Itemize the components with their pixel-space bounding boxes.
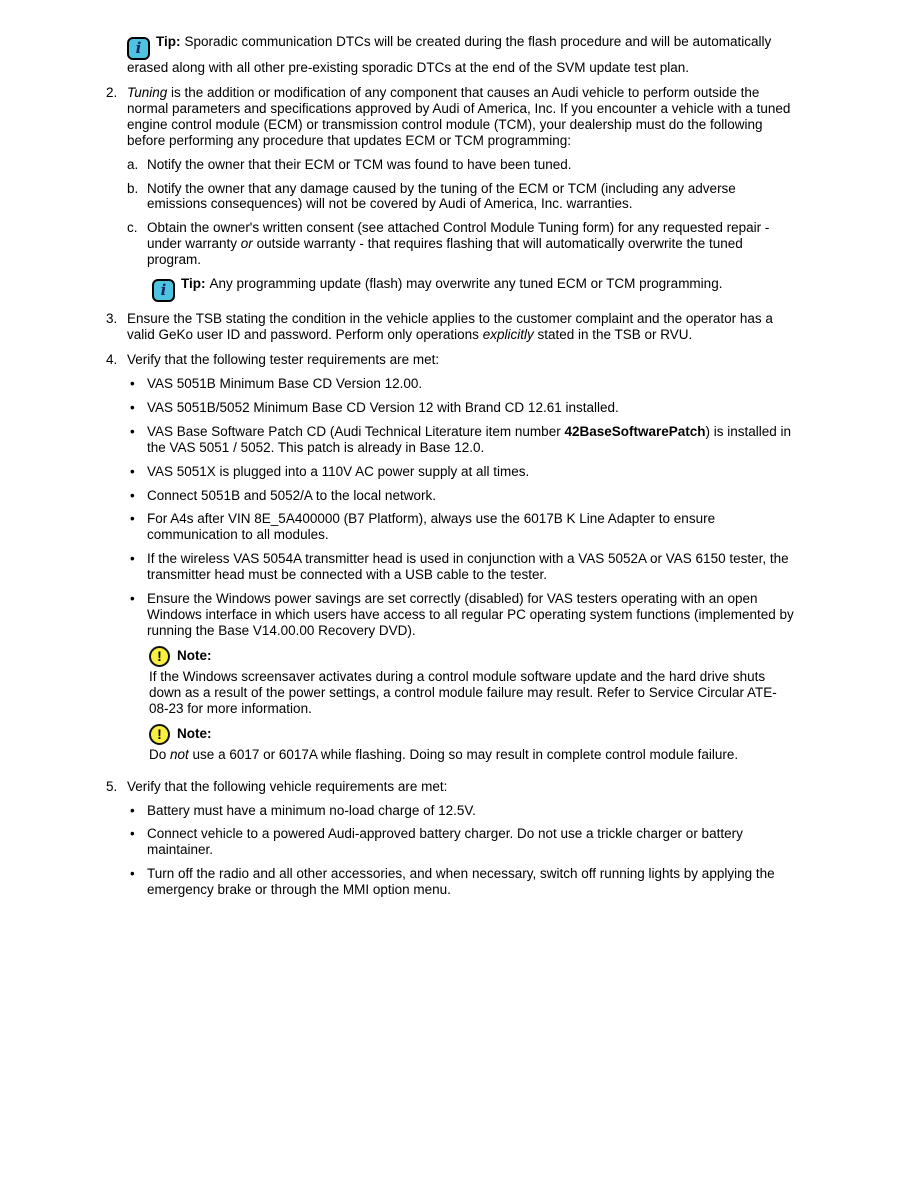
bullet-marker: •: [130, 375, 135, 391]
bullet-marker: •: [130, 399, 135, 415]
lettered-item-text: Notify the owner that their ECM or TCM was found to have been tuned.: [147, 156, 572, 172]
bullet-marker: •: [130, 551, 135, 567]
bullet-item: [130, 826, 796, 858]
numbered-item-3: [106, 311, 796, 343]
note-header: [149, 724, 796, 745]
tip-icon-glyph: i: [135, 39, 142, 57]
tip-block: [127, 34, 796, 76]
note-text: If the Windows screensaver activates during a control module software update and the hard drive shuts down as a result of the power settings, a control module failure may result. Refer to Service Circular ATE-08-23 for more information.: [149, 668, 777, 716]
numbered-item-4: [106, 352, 796, 770]
text-post: stated in the TSB or RVU.: [533, 327, 693, 343]
note-block: [149, 724, 796, 763]
text-post: outside warranty - that requires flashing that will automatically overwrite the tuned program.: [147, 236, 743, 268]
bullet-text: Connect vehicle to a powered Audi-approved battery charger. Do not use a trickle charger or battery maintainer.: [147, 826, 743, 858]
bullet-text: Connect 5051B and 5052/A to the local network.: [147, 487, 436, 503]
lettered-item-a: [127, 157, 796, 173]
note-block: [149, 646, 796, 717]
item-content: [127, 352, 796, 770]
note-icon-glyph: !: [157, 725, 162, 742]
item-number: 3.: [106, 311, 118, 327]
bullet-item: [130, 400, 796, 416]
tip-block: [152, 276, 796, 302]
lettered-item-b: [127, 181, 796, 213]
note-label: Note:: [177, 726, 212, 742]
tip-info-icon: [152, 279, 175, 302]
italic-word: not: [170, 746, 189, 762]
note-warning-icon: [149, 646, 170, 667]
italic-word: or: [240, 236, 253, 252]
bullet-item: [130, 376, 796, 392]
item-letter: b.: [127, 180, 139, 196]
text-pre: Ensure the TSB stating the condition in the vehicle applies to the customer complaint and the operator has a valid GeKo user ID and password. Perform only operations: [127, 311, 773, 343]
bullet-marker: •: [130, 487, 135, 503]
bullet-marker: •: [130, 802, 135, 818]
bullet-text: Turn off the radio and all other accessories, and when necessary, switch off running lights by applying the emergency brake or through the MMI option menu.: [147, 866, 775, 898]
tip-text: Sporadic communication DTCs will be created during the flash procedure and will be automatically erased along with all other pre-existing sporadic DTCs at the end of the SVM update test plan.: [127, 34, 772, 75]
bullet-marker: •: [130, 511, 135, 527]
bullet-marker: •: [130, 866, 135, 882]
tip-label: Tip:: [156, 34, 181, 49]
bullet-text: For A4s after VIN 8E_5A400000 (B7 Platform), always use the 6017B K Line Adapter to ensure communication to all modules.: [147, 511, 716, 543]
numbered-item-5: [106, 779, 796, 899]
paragraph: [127, 85, 796, 149]
tip-icon-glyph: i: [160, 281, 167, 300]
bullet-item: [130, 464, 796, 480]
note-text: [149, 747, 796, 763]
item-letter: a.: [127, 156, 139, 172]
item-letter: c.: [127, 220, 138, 236]
lettered-item-c: [127, 220, 796, 268]
paragraph-text: is the addition or modification of any component that causes an Audi vehicle to perform outside the normal parameters and specifications approved by Audi of America, Inc. If you encounter a vehicle with a tuned engine control module (ECM) or transmission control module (TCM), your dealership must do the following before performing any procedure that updates ECM or TCM programming:: [127, 84, 791, 148]
bullet-text: [147, 424, 796, 456]
bullet-text: VAS 5051X is plugged into a 110V AC power supply at all times.: [147, 463, 530, 479]
bold-word: 42BaseSoftwarePatch: [564, 423, 706, 439]
bullet-item: [130, 511, 796, 543]
item-content: [127, 85, 796, 302]
text-pre: Obtain the owner's written consent (see attached Control Module Tuning form) for any requested repair - under warranty: [147, 220, 770, 252]
bullet-item: [130, 803, 796, 819]
bullet-marker: •: [130, 826, 135, 842]
item-content: [127, 779, 796, 899]
lettered-item-text: [147, 220, 796, 268]
paragraph: Verify that the following tester requirements are met:: [127, 351, 440, 367]
note-header: [149, 646, 796, 667]
lettered-item-text: Notify the owner that any damage caused by the tuning of the ECM or TCM (including any adverse emissions consequences) will not be covered by Audi of America, Inc. warranties.: [147, 180, 736, 212]
bullet-marker: •: [130, 591, 135, 607]
text-post: ) is installed in the VAS 5051 / 5052. This patch is already in Base 12.0.: [147, 423, 792, 455]
bullet-marker: •: [130, 423, 135, 439]
italic-word: explicitly: [482, 327, 534, 343]
bullet-text: If the wireless VAS 5054A transmitter head is used in conjunction with a VAS 5052A or VAS 6150 tester, the transmitter head must be connected with a USB cable to the tester.: [147, 551, 789, 583]
note-icon-glyph: !: [157, 647, 162, 664]
bullet-item: [130, 591, 796, 639]
bullet-text: VAS 5051B/5052 Minimum Base CD Version 12 with Brand CD 12.61 installed.: [147, 399, 619, 415]
item-number: 2.: [106, 84, 118, 100]
note-label: Note:: [177, 648, 212, 664]
paragraph: Verify that the following vehicle requirements are met:: [127, 778, 448, 794]
bullet-item: [130, 424, 796, 456]
bullet-item: [130, 488, 796, 504]
bullet-item: [130, 551, 796, 583]
item-number: 5.: [106, 778, 118, 794]
tip-text: Any programming update (flash) may overwrite any tuned ECM or TCM programming.: [209, 276, 723, 292]
item-content: [127, 311, 796, 343]
italic-lead: Tuning: [127, 84, 168, 100]
bullet-text: Battery must have a minimum no-load charge of 12.5V.: [147, 802, 476, 818]
bullet-text: VAS 5051B Minimum Base CD Version 12.00.: [147, 375, 423, 391]
bullet-text: Ensure the Windows power savings are set correctly (disabled) for VAS testers operating with an open Windows interface in which users have access to all regular PC operating system functions (implemented by running the Base V14.00.00 Recovery DVD).: [147, 591, 794, 638]
tip-label: Tip:: [181, 276, 206, 292]
note-warning-icon: [149, 724, 170, 745]
bullet-marker: •: [130, 463, 135, 479]
bullet-item: [130, 866, 796, 898]
text-pre: Do: [149, 746, 171, 762]
numbered-item-2: [106, 85, 796, 302]
item-number: 4.: [106, 351, 118, 367]
text-post: use a 6017 or 6017A while flashing. Doing so may result in complete control module failure.: [188, 746, 739, 762]
tip-info-icon: [127, 37, 150, 60]
text-pre: VAS Base Software Patch CD (Audi Technical Literature item number: [147, 423, 565, 439]
